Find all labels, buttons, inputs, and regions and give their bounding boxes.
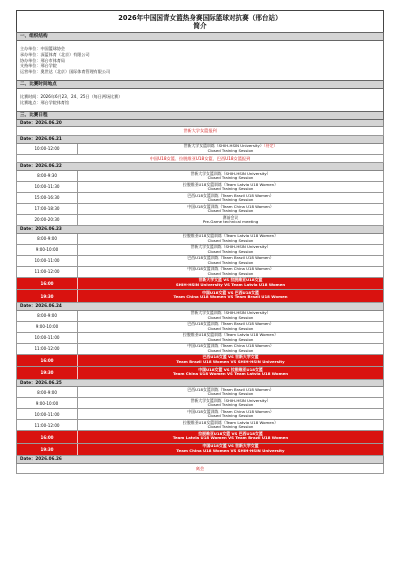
training-row bbox=[16, 398, 384, 409]
event-title: 中国U18女篮训练（Team China U18 Women） bbox=[187, 408, 274, 414]
training-row bbox=[16, 409, 384, 420]
event-title: 中国U18女篮 VS 拉脱维亚U18女篮 bbox=[198, 366, 263, 372]
game-row bbox=[16, 431, 384, 444]
schedule-time: 10:00-12:00 bbox=[17, 144, 78, 154]
schedule-time: 9:00-10:00 bbox=[17, 398, 78, 408]
event-subtitle: Closed Training Session bbox=[207, 270, 254, 276]
event-title: 世新大学女篮训练（SHIH-HSIN University） bbox=[190, 397, 271, 403]
event-subtitle: Closed Training Session bbox=[207, 207, 254, 213]
schedule-event bbox=[78, 234, 383, 244]
org-line-co-organizer: 协办单位：邢台市体育局 bbox=[16, 58, 384, 64]
training-row bbox=[16, 387, 384, 398]
event-title: 巴西U18女篮训练（Team Brazil U18 Women） bbox=[187, 321, 274, 327]
schedule-event bbox=[78, 215, 383, 225]
document-title: 2026年中国国青女篮热身赛国际篮球对抗赛（邢台站） bbox=[118, 14, 282, 22]
event-subtitle: Team Brazil U18 Women VS SHIH-HSIN University bbox=[176, 358, 285, 364]
schedule-event bbox=[78, 245, 383, 255]
game-row bbox=[16, 444, 384, 457]
schedule-time: 11:00-12:00 bbox=[17, 420, 78, 430]
title-block bbox=[16, 10, 384, 32]
event-title: 巴西U18女篮训练（Team Brazil U18 Women） bbox=[187, 386, 274, 392]
training-row bbox=[16, 245, 384, 256]
schedule-time: 10:00-11:30 bbox=[17, 182, 78, 192]
event-title: 世新大学女篮训练（SHIH-HSIN University） bbox=[190, 244, 271, 250]
schedule-event bbox=[78, 256, 383, 266]
schedule-event bbox=[78, 387, 383, 397]
training-row bbox=[16, 144, 384, 155]
schedule-event bbox=[78, 322, 383, 332]
event-subtitle: Closed Training Session bbox=[207, 237, 254, 243]
event-subtitle: Closed Training Session bbox=[207, 248, 254, 254]
training-row bbox=[16, 333, 384, 344]
training-row bbox=[16, 267, 384, 278]
schedule-event bbox=[78, 344, 383, 354]
schedule-time: 19:30 bbox=[17, 290, 78, 302]
schedule-event bbox=[78, 355, 383, 367]
schedule-event bbox=[78, 333, 383, 343]
event-title: 巴西U18女篮 VS 世新大学女篮 bbox=[202, 354, 259, 360]
training-row bbox=[16, 234, 384, 245]
match-time-line: 比赛时间：2026年6月23、24、25日（每日两场比赛） bbox=[16, 94, 384, 100]
schedule-event bbox=[78, 204, 383, 214]
event-title: 赛前会议 bbox=[222, 214, 239, 220]
arrival-note: 中国U18女篮、拉脱维亚U18女篮、巴西U18女篮报到 bbox=[16, 155, 384, 164]
section-heading-schedule: 三、比赛日程 bbox=[16, 111, 384, 120]
event-title: 拉脱维亚U18女篮训练（Team Latvia U18 Women） bbox=[183, 332, 278, 338]
document-page bbox=[16, 10, 384, 474]
schedule-time: 16:00 bbox=[17, 431, 78, 443]
event-subtitle: Closed Training Session bbox=[207, 185, 254, 191]
event-subtitle: Closed Training Session bbox=[207, 325, 254, 331]
schedule-time: 8:00-9:00 bbox=[17, 234, 78, 244]
game-row bbox=[16, 355, 384, 368]
event-title: 中国U18女篮 VS 巴西U18女篮 bbox=[202, 289, 259, 295]
event-title: 世新大学女篮训练（SHIH-HSIN University） bbox=[190, 170, 271, 176]
event-subtitle: Pre-Game technical meeting bbox=[202, 218, 259, 224]
schedule-time: 10:00-11:00 bbox=[17, 256, 78, 266]
schedule-time: 17:00-18:30 bbox=[17, 204, 78, 214]
event-subtitle: Closed Training Session bbox=[207, 147, 254, 153]
training-row bbox=[16, 311, 384, 322]
event-title: 拉脱维亚U18女篮 VS 巴西U18女篮 bbox=[198, 430, 263, 436]
training-row bbox=[16, 171, 384, 182]
schedule-event bbox=[78, 420, 383, 430]
schedule-event bbox=[78, 311, 383, 321]
schedule-date-header: Date：2026.06.26 bbox=[16, 456, 384, 464]
event-subtitle: Closed Training Session bbox=[207, 336, 254, 342]
schedule-time: 9:00-10:00 bbox=[17, 245, 78, 255]
training-row bbox=[16, 322, 384, 333]
section-heading-organization: 一、组织结构 bbox=[16, 32, 384, 41]
game-row bbox=[16, 367, 384, 380]
schedule-date-header: Date：2026.06.24 bbox=[16, 303, 384, 311]
training-row bbox=[16, 193, 384, 204]
event-title-text: 世新大学女篮训练（SHIH-HSIN University） bbox=[183, 143, 264, 149]
schedule-event bbox=[78, 444, 383, 456]
departure-note: 离会 bbox=[16, 464, 384, 474]
training-row bbox=[16, 204, 384, 215]
org-line-host: 主办单位：中国篮球协会 bbox=[16, 46, 384, 52]
schedule-date-header: Date：2026.06.23 bbox=[16, 226, 384, 234]
schedule-event bbox=[78, 144, 383, 154]
event-subtitle: Closed Training Session bbox=[207, 196, 254, 202]
schedule-time: 10:00-11:00 bbox=[17, 333, 78, 343]
schedule-date-header: Date：2026.06.20 bbox=[16, 120, 384, 128]
schedule-event bbox=[78, 398, 383, 408]
training-row bbox=[16, 344, 384, 355]
tbd-note: （待定） bbox=[263, 143, 278, 149]
schedule-date-header: Date：2026.06.25 bbox=[16, 380, 384, 388]
event-title: 拉脱维亚U18女篮训练（Team Latvia U18 Women） bbox=[183, 419, 278, 425]
schedule-event bbox=[78, 367, 383, 379]
schedule-time: 9:00-10:00 bbox=[17, 322, 78, 332]
match-venue-line: 比赛地点：邢台学院体育馆 bbox=[16, 100, 384, 106]
schedule-event bbox=[78, 182, 383, 192]
section-heading-time-venue: 二、比赛时间地点 bbox=[16, 80, 384, 89]
training-row bbox=[16, 182, 384, 193]
event-title: 拉脱维亚U18女篮训练（Team Latvia U18 Women） bbox=[183, 181, 278, 187]
org-line-organizer: 承办单位：深蓝体育（北京）有限公司 bbox=[16, 52, 384, 58]
schedule-event bbox=[78, 171, 383, 181]
event-subtitle: Team Latvia U18 Women VS Team Brazil U18 Women bbox=[172, 435, 289, 441]
schedule-event bbox=[78, 267, 383, 277]
event-subtitle: Closed Training Session bbox=[207, 424, 254, 430]
training-row bbox=[16, 215, 384, 226]
schedule-time: 19:30 bbox=[17, 444, 78, 456]
schedule-time: 11:00-12:00 bbox=[17, 344, 78, 354]
event-title: 世新大学女篮训练（SHIH-HSIN University） bbox=[190, 310, 271, 316]
event-subtitle: Closed Training Session bbox=[207, 413, 254, 419]
schedule-time: 8:00-9:00 bbox=[17, 311, 78, 321]
event-title: 中国U18女篮训练（Team China U18 Women） bbox=[187, 343, 274, 349]
schedule-event bbox=[78, 409, 383, 419]
game-row bbox=[16, 278, 384, 291]
event-subtitle: Team China U18 Women VS SHIH-HSIN University bbox=[176, 447, 285, 453]
game-row bbox=[16, 290, 384, 303]
schedule-time: 15:00-16:30 bbox=[17, 193, 78, 203]
schedule-time: 8:00-9:30 bbox=[17, 171, 78, 181]
event-title: 中国U18女篮训练（Team China U18 Women） bbox=[187, 203, 274, 209]
arrival-note: 世新大学女篮报到 bbox=[16, 127, 384, 136]
event-subtitle: Team China U18 Women VS Team Brazil U18 Women bbox=[173, 294, 288, 300]
schedule-table bbox=[16, 120, 384, 475]
document-subtitle: 简介 bbox=[193, 22, 207, 30]
schedule-time: 19:30 bbox=[17, 367, 78, 379]
schedule-time: 8:00-9:00 bbox=[17, 387, 78, 397]
schedule-time: 10:00-11:00 bbox=[17, 409, 78, 419]
schedule-date-header: Date：2026.06.21 bbox=[16, 136, 384, 144]
schedule-date-header: Date：2026.06.22 bbox=[16, 163, 384, 171]
event-subtitle: Closed Training Session bbox=[207, 402, 254, 408]
org-line-operator: 运营单位：奥世达（北京）国际体育管理有限公司 bbox=[16, 69, 384, 75]
event-subtitle: Closed Training Session bbox=[207, 391, 254, 397]
schedule-event bbox=[78, 431, 383, 443]
schedule-event bbox=[78, 193, 383, 203]
schedule-time: 11:00-12:00 bbox=[17, 267, 78, 277]
event-title: 巴西U18女篮训练（Team Brazil U18 Women） bbox=[187, 255, 274, 261]
schedule-time: 16:00 bbox=[17, 355, 78, 367]
event-title: 世新大学女篮 VS 拉脱维亚U18女篮 bbox=[198, 277, 263, 283]
schedule-time: 16:00 bbox=[17, 278, 78, 290]
event-title: 中国U18女篮训练（Team China U18 Women） bbox=[187, 266, 274, 272]
event-title: 拉脱维亚U18女篮训练（Team Latvia U18 Women） bbox=[183, 233, 278, 239]
training-row bbox=[16, 256, 384, 267]
event-subtitle: Closed Training Session bbox=[207, 174, 254, 180]
schedule-event bbox=[78, 278, 383, 290]
event-title: 巴西U18女篮训练（Team Brazil U18 Women） bbox=[187, 192, 274, 198]
event-subtitle: Closed Training Session bbox=[207, 314, 254, 320]
event-subtitle: Closed Training Session bbox=[207, 259, 254, 265]
event-subtitle: SHIH-HSIN University VS Team Latvia U18 Women bbox=[175, 281, 286, 287]
event-title: 中国U18女篮 VS 世新大学女篮 bbox=[202, 443, 259, 449]
event-subtitle: Team China U18 Women VS Team Latvia U18 Women bbox=[172, 371, 289, 377]
org-line-supporter: 支持单位：邢台学院 bbox=[16, 63, 384, 69]
training-row bbox=[16, 420, 384, 431]
event-subtitle: Closed Training Session bbox=[207, 347, 254, 353]
schedule-event bbox=[78, 290, 383, 302]
schedule-time: 20:00-20:30 bbox=[17, 215, 78, 225]
